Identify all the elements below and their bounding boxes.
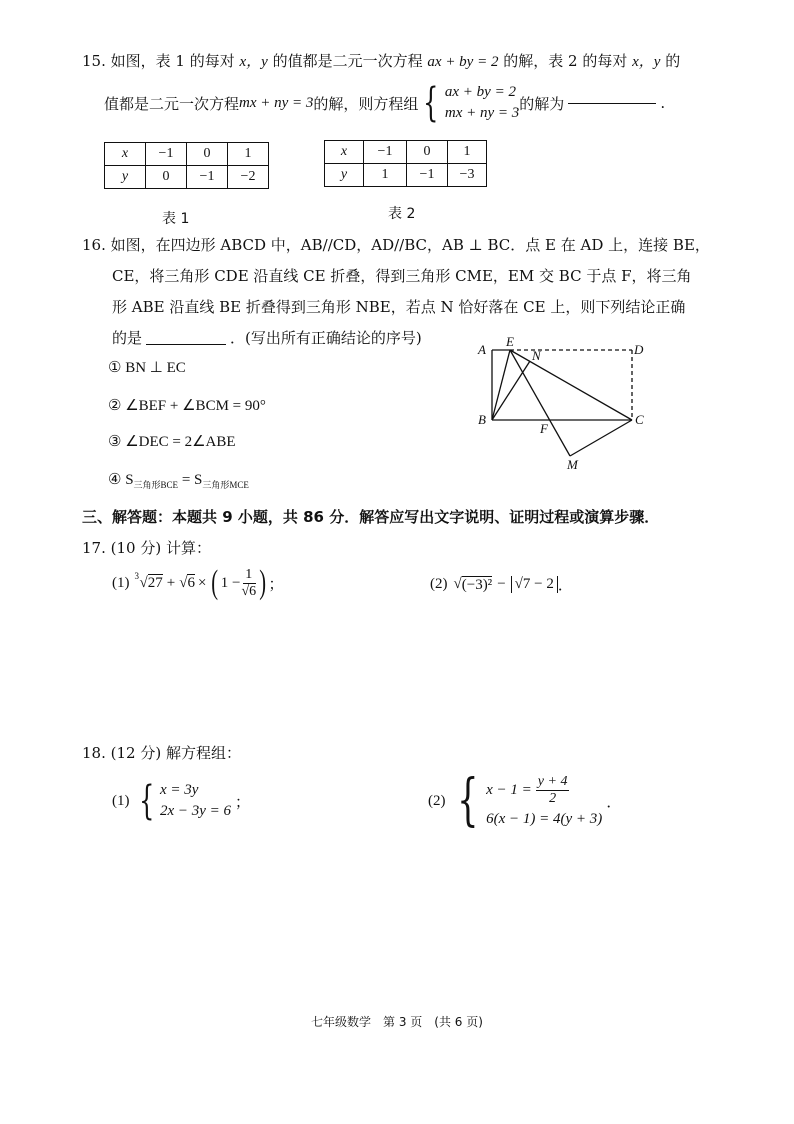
table-cell: 1 [448, 141, 487, 164]
brace-icon: { [423, 80, 439, 126]
q18-p2-system [450, 768, 603, 833]
q15-table-1-caption: 表 1 [162, 211, 190, 227]
table-cell: −1 [187, 166, 228, 189]
page-footer: 七年级数学 第 3 页 (共 6 页) [311, 1015, 483, 1029]
q15-text-d: 的 [665, 52, 681, 70]
q18-p2-label: (2) [428, 792, 446, 809]
q17-p1-index: 3 [134, 570, 139, 581]
q18-p1-system [134, 780, 232, 822]
table-cell: −1 [146, 143, 187, 166]
q17-p2-label: (2) [430, 576, 448, 592]
q18-p1-label: (1) [112, 792, 130, 809]
q17-part-2: (2) √ (−3)² − √7 − 2 ． [430, 576, 573, 594]
q15-system-line-1: ax + by = 2 [444, 84, 516, 100]
q15-text-b: 的值都是二元一次方程 [272, 52, 423, 70]
q16-line-3: 形 ABE 沿直线 BE 折叠得到三角形 NBE，若点 N 恰好落在 CE 上，则下列结论正确 [112, 298, 686, 316]
q18-p2-fraction: $\frac{y + 4}{2}$ [537, 773, 568, 806]
q15-eq-2: mx + ny = 3 [239, 94, 314, 111]
table-row [105, 143, 269, 166]
radical-icon: √ [241, 583, 250, 599]
segment-bn [492, 361, 530, 420]
q15-line1 [82, 50, 680, 71]
q16-answer-blank[interactable] [146, 344, 226, 345]
q15-answer-blank[interactable] [568, 103, 656, 104]
table-cell: 1 [364, 164, 407, 187]
table-cell: 0 [407, 141, 448, 164]
q15-var-pair-2: x，y [632, 54, 661, 70]
q15-table-2 [324, 140, 487, 187]
q18-part-2: (2) { x − 1 = $\frac{y + 4}{2}$ 6(x − 1) = 4(y + 3) ． [428, 768, 622, 833]
q16-line-1: 16. 如图，在四边形 ABCD 中，AB//CD，AD//BC，AB ⊥ BC．点 E 在 AD 上，连接 BE， [82, 236, 710, 254]
q18-p1-line-1: x = 3y [159, 782, 199, 798]
figure-label-b: B [478, 412, 486, 427]
q15-text-g: 的解为 [519, 94, 565, 113]
brace-icon: { [456, 768, 479, 833]
table-cell: −1 [407, 164, 448, 187]
figure-label-a: A [478, 342, 486, 357]
figure-label-e: E [506, 336, 514, 349]
radical-icon: √ [453, 576, 462, 592]
table-cell: −3 [448, 164, 487, 187]
table-cell: x [105, 143, 146, 166]
table-cell: −1 [364, 141, 407, 164]
segment-be [492, 350, 510, 420]
figure-label-m: M [567, 457, 578, 472]
q17-title: 17. (10 分) 计算： [82, 539, 211, 557]
figure-label-d: D [634, 342, 644, 357]
q16-option-4-sub-2: 三角形MCE [202, 480, 249, 490]
segment-ce [510, 350, 632, 420]
table-cell: 0 [146, 166, 187, 189]
q15-text-a: 15. 如图，表 1 的每对 [82, 52, 235, 70]
q17-p1-rad-1: 27 [147, 574, 163, 591]
brace-icon: { [138, 778, 154, 824]
q17-p1-rad-2: 6 [187, 575, 195, 591]
table-cell: 0 [187, 143, 228, 166]
q16-line-4 [112, 327, 422, 348]
q16-option-3: ③ ∠DEC = 2∠ABE [108, 434, 236, 450]
q15-line2 [104, 82, 665, 124]
table-row [105, 166, 269, 189]
q16-figure [470, 336, 660, 476]
q16-text-b: ．(写出所有正确结论的序号) [230, 329, 422, 347]
figure-label-c: C [635, 412, 644, 427]
q17-part-1: (1) 3 √27 + √ 6 × ( 1 − $\frac{1}{√6}$ ) ； [112, 564, 284, 601]
q15-text-c: 的解，表 2 的每对 [503, 52, 628, 70]
left-paren-icon: ( [211, 564, 219, 601]
segment-em [510, 350, 570, 456]
table-row [325, 141, 487, 164]
right-paren-icon: ) [259, 564, 267, 601]
q15-table-2-caption: 表 2 [388, 206, 416, 222]
q17-p2-abs: √7 − 2 [511, 576, 558, 593]
q15-system-line-2: mx + ny = 3 [444, 105, 520, 121]
table-row [325, 164, 487, 187]
q17-p1-label: (1) [112, 574, 130, 591]
section-3-heading: 三、解答题：本题共 9 小题，共 86 分．解答应写出文字说明、证明过程或演算步骤． [82, 508, 660, 526]
figure-label-f: F [540, 421, 548, 436]
q16-text-a: 的是 [112, 329, 143, 347]
table-cell: −2 [228, 166, 269, 189]
q17-p2-rad: (−3)² [461, 576, 493, 593]
q18-title: 18. (12 分) 解方程组： [82, 744, 241, 762]
q16-option-4: ④ $S_{三角形BCE} = S_{三角形MCE}$ [108, 472, 249, 490]
q17-p1-fraction: $\frac{1}{√6}$ [241, 566, 257, 599]
q15-eq-1: ax + by = 2 [427, 54, 499, 70]
figure-label-n: N [532, 348, 541, 363]
q15-text-f: 的解，则方程组 [313, 94, 419, 113]
q18-p2-line-1-left: x − 1 = [486, 781, 532, 798]
q16-option-2: ② ∠BEF + ∠BCM = 90° [108, 398, 266, 414]
table-cell: 1 [228, 143, 269, 166]
radical-icon: √ [139, 574, 148, 591]
table-cell: y [105, 166, 146, 189]
radical-icon: √ [179, 574, 188, 591]
table-cell: x [325, 141, 364, 164]
q18-p1-line-2: 2x − 3y = 6 [159, 803, 232, 819]
q18-part-1: (1) { x = 3y 2x − 3y = 6 ； [112, 778, 251, 824]
q16-option-1: ① BN ⊥ EC [108, 360, 186, 376]
q18-p2-line-2: 6(x − 1) = 4(y + 3) [486, 811, 603, 827]
q15-table-1 [104, 142, 269, 189]
q15-text-end: . [660, 94, 666, 112]
q16-option-4-sub-1: 三角形BCE [133, 480, 179, 490]
q15-var-pair-1: x，y [239, 54, 268, 70]
segment-mc [570, 420, 632, 456]
q15-text-e: 值都是二元一次方程 [104, 94, 240, 113]
table-cell: y [325, 164, 364, 187]
q16-line-2: CE，将三角形 CDE 沿直线 CE 折叠，得到三角形 CME，EM 交 BC 于点 F，将三角 [112, 267, 692, 285]
q15-system [418, 82, 519, 124]
